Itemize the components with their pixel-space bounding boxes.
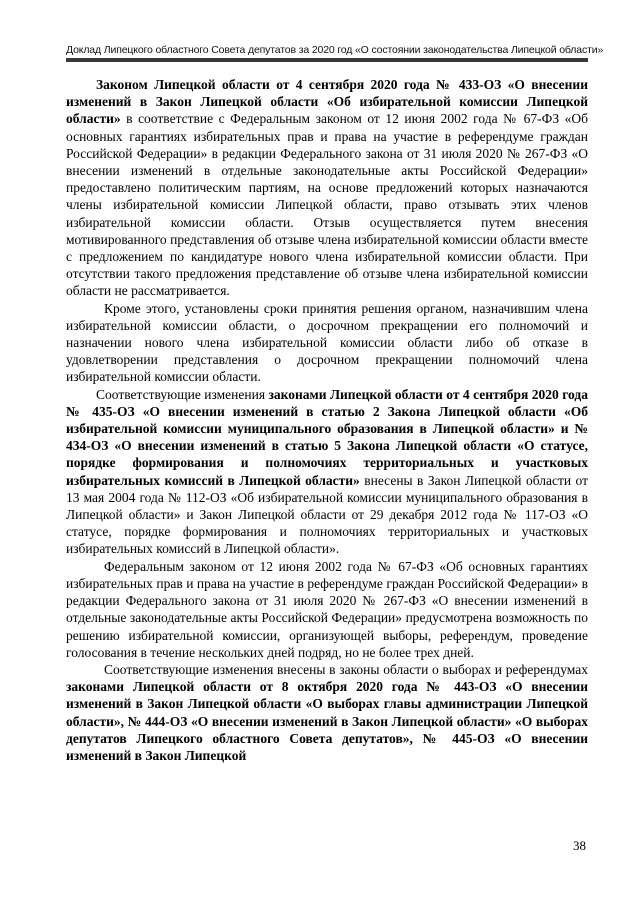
- paragraph-text: Кроме этого, установлены сроки принятия решения органом, назначившим члена избирательной комиссии области, о досрочном прекращении его полномочий и назначении нового члена избирательной комиссии области либо об отказе в удовлетворении представления о досрочном прекращении полномочий члена избирательной комиссии области.: [66, 300, 588, 385]
- paragraph-text: в соответствие с Федеральным законом от 12 июня 2002 года № 67-ФЗ «Об основных гарантиях избирательных прав и права на участие в референдуме граждан Российской Федерации» в редакции Федерального закона от 31 июля 2020 № 267-ФЗ «О внесении изменений в отдельные законодательные акты Российской Федерации» предоставлено политическим партиям, на основе предложений которых назначаются члены избирательной комиссии Липецкой области, право отзывать этих членов избирательной комиссии области. Отзыв осуществляется путем внесения мотивированного представления об отзыве члена избирательной комиссии области вместе с предложением по кандидатуре нового члена избирательной комиссии области. При отсутствии такого предложения представление об отзыве члена избирательной комиссии области не рассматривается.: [66, 111, 588, 299]
- paragraph-text: Соответствующие изменения внесены в законы области о выборах и референдумах: [104, 661, 588, 677]
- header-rule: [66, 58, 588, 62]
- paragraph-text: внесены в Закон Липецкой области от 13 мая 2004 года № 112-ОЗ «Об избирательной комиссии муниципального образования в Липецкой области» и Закон Липецкой области от 29 декабря 2012 года № 117-ОЗ «О статусе, порядке формирования и полномочиях территориальных и участковых избирательных комиссий в Липецкой области».: [66, 472, 588, 557]
- paragraph-text: Соответствующие изменения: [96, 386, 269, 402]
- running-header: Доклад Липецкого областного Совета депутатов за 2020 год «О состоянии законодательства Липецкой области»: [66, 44, 604, 56]
- paragraph-federal-law: [66, 558, 588, 661]
- paragraph-text: Федеральным законом от 12 июня 2002 года № 67-ФЗ «Об основных гарантиях избирательных прав и права на участие в референдуме граждан Российской Федерации» в редакции Федерального закона от 31 июля 2020 № 267-ФЗ «О внесении изменений в отдельные законодательные акты Российской Федерации» предусмотрена возможность по решению избирательной комиссии, организующей выборы, референдум, проведение голосования в течение нескольких дней подряд, но не более трех дней.: [66, 558, 588, 660]
- law-reference-bold: Законом Липецкой области от 4 сентября 2020 года № 433-ОЗ «О внесении изменений в Закон Липецкой области «Об избирательной комиссии Липецкой области»: [66, 77, 588, 127]
- document-body: [66, 76, 588, 764]
- law-reference-bold: законами Липецкой области от 8 октября 2020 года № 443-ОЗ «О внесении изменений в Закон Липецкой области «О выборах главы администрации Липецкой области», № 444-ОЗ «О внесении изменений в Закон Липецкой области» «О выборах депутатов Липецкого областного Совета депутатов», № 445-ОЗ «О внесении изменений в Закон Липецкой: [66, 679, 588, 763]
- paragraph-law-433: [66, 76, 588, 300]
- paragraph-laws-443-445: [66, 661, 588, 764]
- page-number: 38: [573, 838, 586, 853]
- paragraph-laws-435-434: [66, 386, 588, 558]
- law-reference-bold: законами Липецкой области от 4 сентября 2020 года № 435-ОЗ «О внесении изменений в статью 2 Закона Липецкой области «Об избирательной комиссии муниципального образования в Липецкой области» и № 434-ОЗ «О внесении изменений в статью 5 Закона Липецкой области «О статусе, порядке формирования и полномочиях территориальных и участковых избирательных комиссий в Липецкой области»: [66, 386, 588, 488]
- paragraph-deadlines: [66, 300, 588, 386]
